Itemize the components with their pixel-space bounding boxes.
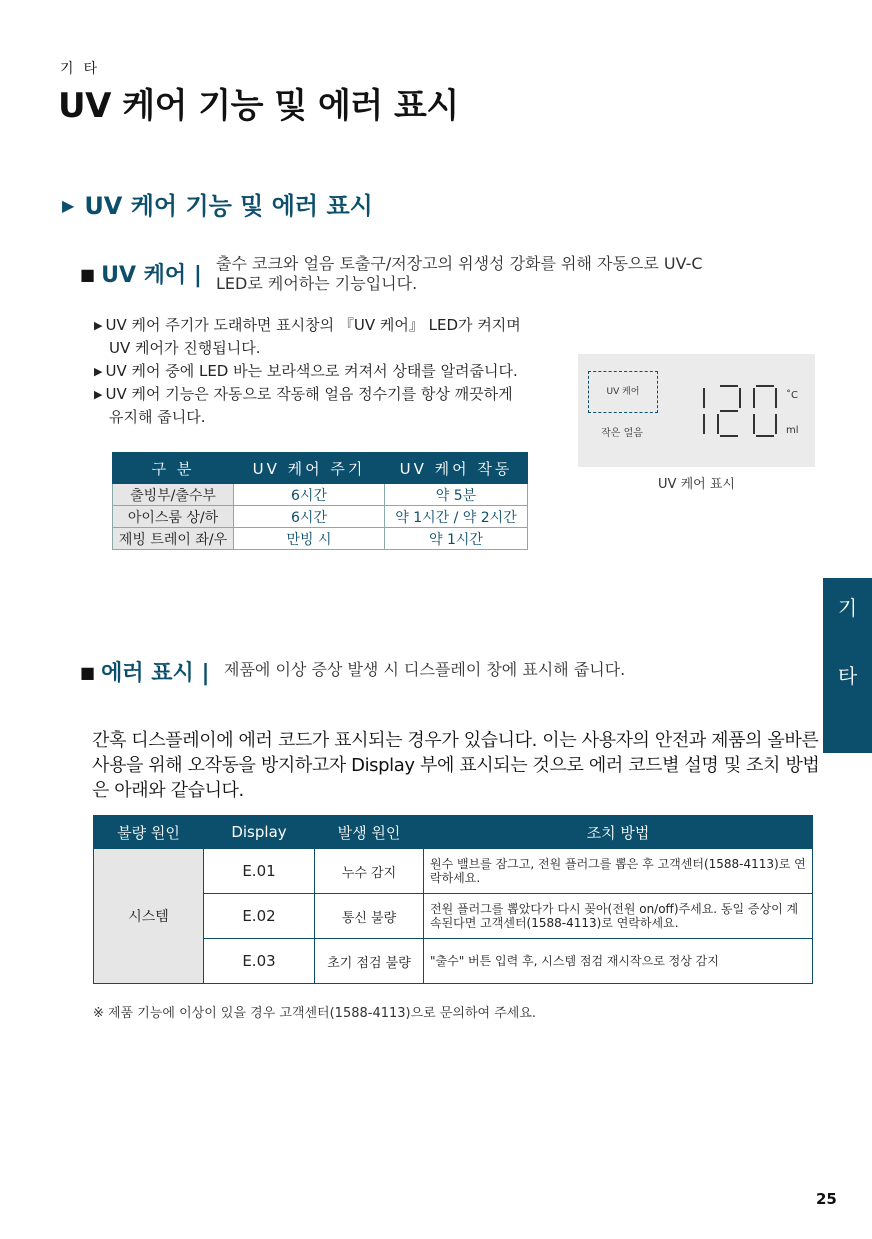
section-heading-text: UV 케어 기능 및 에러 표시: [84, 192, 373, 220]
uv-care-indicator-label: UV 케어: [606, 387, 640, 397]
temperature-unit: ˚C: [786, 390, 798, 401]
square-bullet-icon: ■: [80, 265, 96, 284]
error-cause: 초기 점검 불량: [315, 939, 424, 984]
table-header: 조치 방법: [424, 816, 813, 849]
uv-care-heading: [80, 258, 202, 289]
table-header: 구 분: [113, 453, 234, 484]
error-group-cell: 시스템: [94, 849, 204, 984]
table-header: 발생 원인: [315, 816, 424, 849]
error-action: 전원 플러그를 뽑았다가 다시 꽂아(전원 on/off)주세요. 동일 증상이 계속된다면 고객센터(1588-4113)로 연락하세요.: [424, 894, 813, 939]
square-bullet-icon: ■: [80, 663, 96, 682]
table-row: [113, 528, 528, 550]
error-cause: 누수 감지: [315, 849, 424, 894]
table-header: Display: [204, 816, 315, 849]
display-caption: UV 케어 표시: [658, 477, 735, 492]
section-label: 기타: [60, 61, 108, 77]
bullet-item: ▶ UV 케어 중에 LED 바는 보라색으로 켜져서 상태를 알려줍니다.: [94, 362, 518, 380]
volume-unit: ml: [786, 425, 799, 436]
table-header: 불량 원인: [94, 816, 204, 849]
error-display-title: 에러 표시 |: [101, 661, 210, 686]
error-code: E.02: [204, 894, 315, 939]
section-heading: [62, 186, 373, 221]
table-cell: 6시간: [234, 484, 385, 506]
small-ice-label: 작은 얼음: [601, 428, 643, 439]
seven-segment-digits: [690, 382, 782, 440]
error-action: 원수 밸브를 잠그고, 전원 플러그를 뽑은 후 고객센터(1588-4113)로 연락하세요.: [424, 849, 813, 894]
table-cell: 아이스룸 상/하: [113, 506, 234, 528]
table-row: [113, 506, 528, 528]
error-intro-paragraph: 간혹 디스플레이에 에러 코드가 표시되는 경우가 있습니다. 이는 사용자의 안전과 제품의 올바른 사용을 위해 오작동을 방지하고자 Display 부에 표시되는 것으로 에러 코드별 설명 및 조치 방법은 아래와 같습니다.: [92, 730, 820, 801]
table-cell: 제빙 트레이 좌/우: [113, 528, 234, 550]
uv-care-bullet-list: [94, 314, 534, 429]
page-number: 25: [816, 1190, 837, 1208]
triangle-bullet-icon: ▶: [94, 319, 103, 332]
footnote: ※ 제품 기능에 이상이 있을 경우 고객센터(1588-4113)으로 문의하여 주세요.: [93, 1006, 537, 1021]
uv-care-desc-line2: LED로 케어하는 기능입니다.: [216, 274, 418, 293]
error-code-table: [93, 815, 813, 984]
bullet-item: ▶ UV 케어 주기가 도래하면 표시창의 『UV 케어』 LED가 켜지며 UV 케어가 진행됩니다.: [94, 316, 521, 357]
uv-care-description: [216, 254, 703, 294]
table-header-row: [113, 453, 528, 484]
side-tab-char: 기: [837, 596, 858, 620]
uv-care-desc-line1: 출수 코크와 얼음 토출구/저장고의 위생성 강화를 위해 자동으로 UV-C: [216, 254, 703, 273]
chapter-side-tab: [823, 578, 872, 753]
page-title: UV 케어 기능 및 에러 표시: [58, 86, 459, 126]
error-display-description: 제품에 이상 증상 발생 시 디스플레이 창에 표시해 줍니다.: [224, 660, 626, 679]
error-cause: 통신 불량: [315, 894, 424, 939]
triangle-bullet-icon: ▶: [94, 365, 103, 378]
table-cell: 만빙 시: [234, 528, 385, 550]
table-header-row: [94, 816, 813, 849]
table-row: [94, 849, 813, 894]
error-code: E.03: [204, 939, 315, 984]
error-code: E.01: [204, 849, 315, 894]
table-cell: 약 1시간 / 약 2시간: [385, 506, 528, 528]
uv-care-table: [112, 452, 528, 550]
table-cell: 출빙부/출수부: [113, 484, 234, 506]
uv-care-title: UV 케어 |: [101, 263, 202, 288]
table-header: UV 케어 주기: [234, 453, 385, 484]
error-action: "출수" 버튼 입력 후, 시스템 점검 재시작으로 정상 감지: [424, 939, 813, 984]
side-tab-char: 타: [837, 664, 858, 688]
triangle-bullet-icon: ▶: [62, 196, 75, 215]
table-cell: 약 5분: [385, 484, 528, 506]
table-row: [113, 484, 528, 506]
error-display-heading: [80, 656, 210, 687]
triangle-bullet-icon: ▶: [94, 388, 103, 401]
bullet-item: ▶ UV 케어 기능은 자동으로 작동해 얼음 정수기를 항상 깨끗하게 유지해 줍니다.: [94, 385, 513, 426]
table-cell: 6시간: [234, 506, 385, 528]
table-header: UV 케어 작동: [385, 453, 528, 484]
table-cell: 약 1시간: [385, 528, 528, 550]
